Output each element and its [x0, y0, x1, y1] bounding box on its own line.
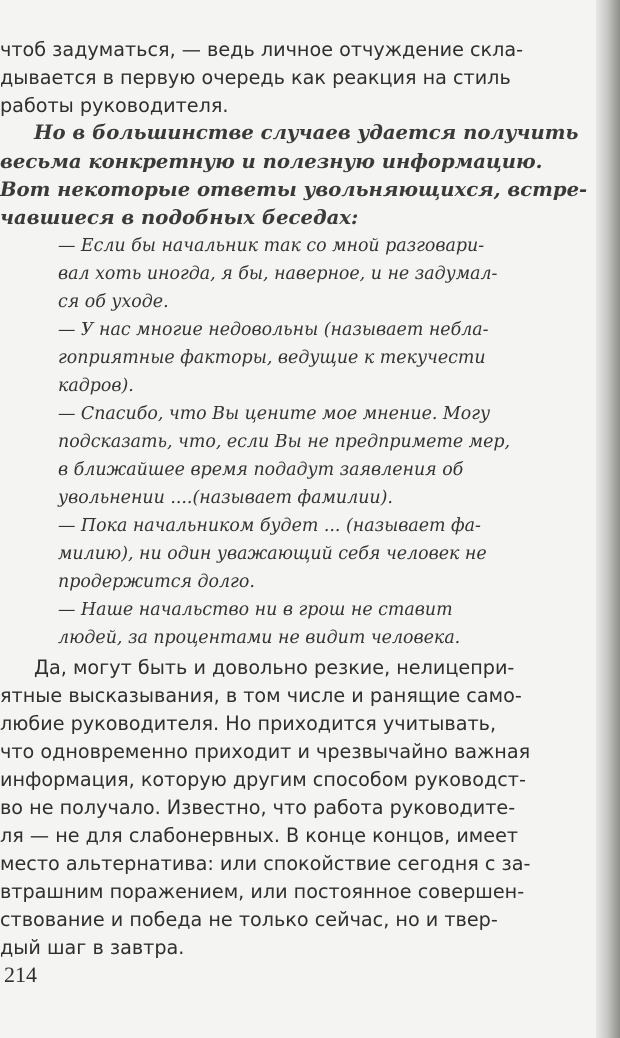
quote-line: в ближайшее время подадут заявления об [58, 460, 464, 480]
text-line: любие руководителя. Но приходится учитывать, [0, 712, 497, 735]
text-line: место альтернатива: или спокойствие сегодня с за- [0, 852, 531, 875]
book-spine-shadow [596, 0, 620, 1038]
text-line: ятные высказывания, в том числе и ранящие само- [0, 684, 522, 707]
text-line: чавшиеся в подобных беседах: [0, 206, 359, 229]
text-line: дывается в первую очередь как реакция на стиль [0, 66, 511, 89]
quote-line: людей, за процентами не видит человека. [58, 628, 461, 648]
text-line: работы руководителя. [0, 94, 229, 117]
quote-line: — Если бы начальник так со мной разговари- [58, 236, 485, 256]
quote-line: гоприятные факторы, ведущие к текучести [58, 348, 486, 368]
quote-line: — Наше начальство ни в грош не ставит [58, 600, 453, 620]
page-number: 214 [4, 962, 37, 987]
text-line: чтоб задуматься, — ведь личное отчуждение скла- [0, 38, 524, 61]
text-line: Вот некоторые ответы увольняющихся, встре- [0, 178, 588, 201]
text-line: что одновременно приходит и чрезвычайно важная [0, 740, 531, 763]
text-line: ствование и победа не только сейчас, но и твер- [0, 908, 498, 931]
text-line: весьма конкретную и полезную информацию. [0, 150, 543, 173]
text-line: Но в большинстве случаев удается получить [34, 121, 579, 144]
quote-line: — У нас многие недовольны (называет небла- [58, 320, 489, 340]
text-line: во не получало. Известно, что работа руководите- [0, 796, 516, 819]
text-line: дый шаг в завтра. [0, 936, 185, 959]
quote-line: — Пока начальником будет ... (называет фа- [58, 516, 481, 536]
text-line: ля — не для слабонервных. В конце концов, имеет [0, 824, 519, 847]
text-line: Да, могут быть и довольно резкие, нелицепри- [34, 656, 515, 679]
quote-line: продержится долго. [58, 572, 255, 592]
quote-line: подсказать, что, если Вы не предпримете мер, [58, 432, 511, 452]
quote-line: ся об уходе. [58, 292, 169, 312]
quote-line: вал хоть иногда, я бы, наверное, и не задумал- [58, 264, 498, 284]
quote-line: увольнении ....(называет фамилии). [58, 488, 393, 508]
quote-line: — Спасибо, что Вы цените мое мнение. Могу [58, 404, 491, 424]
quote-line: милию), ни один уважающий себя человек не [58, 544, 487, 564]
quote-line: кадров). [58, 376, 134, 396]
text-line: информация, которую другим способом руководст- [0, 768, 526, 791]
text-line: втрашним поражением, или постоянное совершен- [0, 880, 525, 903]
